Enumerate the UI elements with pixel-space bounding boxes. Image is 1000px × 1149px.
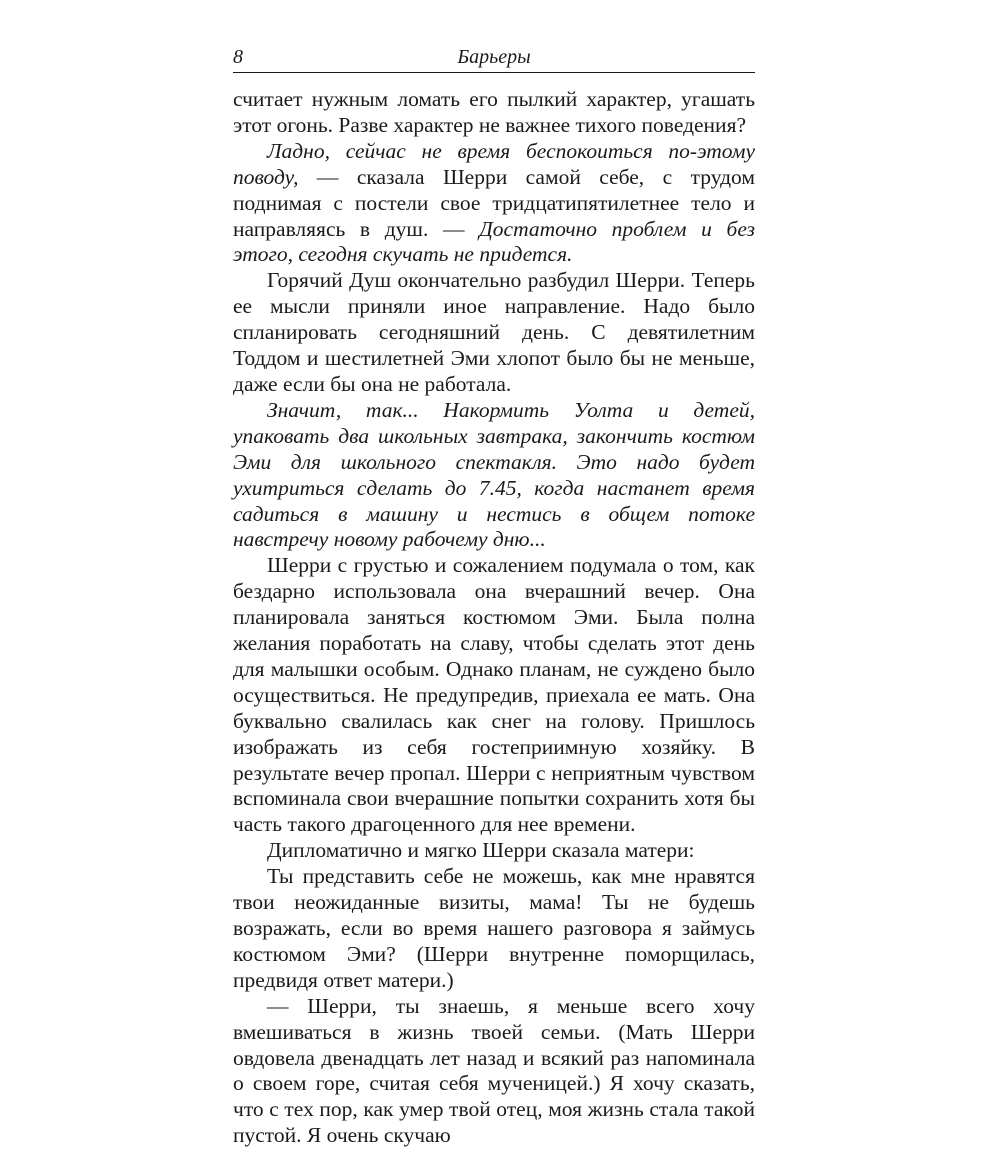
book-page xyxy=(233,38,755,1149)
paragraph xyxy=(233,553,755,838)
text-run: — сказала Шерри самой себе, с трудом поднимая с постели свое тридцатипятилетнее тело и направляясь в душ. — xyxy=(233,164,755,241)
paragraph xyxy=(233,864,755,994)
paragraph xyxy=(233,994,755,1149)
chapter-title: Барьеры xyxy=(457,46,531,68)
body-text xyxy=(233,87,755,1149)
text-run: Ты представить себе не можешь, как мне нравятся твои неожиданные визиты, мама! Ты не будешь возражать, если во время нашего разговора я займусь костюмом Эми? (Шерри внутренне поморщилась, предвидя ответ матери.) xyxy=(233,864,755,992)
text-run: Дипломатично и мягко Шерри сказала матери: xyxy=(267,838,695,863)
italic-text-run: Значит, так... Накормить Уолта и детей, упаковать два школьных завтрака, закончить костюм Эми для школьного спектакля. Это надо будет ухитриться сделать до 7.45, когда настанет время садиться в машину и нестись в общем потоке навстречу новому рабочему дню... xyxy=(233,397,755,552)
running-header xyxy=(233,38,755,73)
paragraph xyxy=(233,838,755,864)
paragraph xyxy=(233,398,755,553)
text-run: — Шерри, ты знаешь, я меньше всего хочу вмешиваться в жизнь твоей семьи. (Мать Шерри овдовела двенадцать лет назад и всякий раз напоминала о своем горе, считая себя мученицей.) Я хочу сказать, что с тех пор, как умер твой отец, моя жизнь стала такой пустой. Я очень скучаю xyxy=(233,993,755,1148)
italic-text-run: Ладно, сейчас не время беспокоиться по-этому поводу, xyxy=(233,138,755,189)
text-run: Шерри с грустью и сожалением подумала о том, как бездарно использовала она вчерашний вечер. Она планировала заняться костюмом Эми. Была полна желания поработать на славу, чтобы сделать этот день для малышки особым. Однако планам, не суждено было осуществиться. Не предупредив, приехала ее мать. Она буквально свалилась как снег на голову. Пришлось изображать из себя гостеприимную хозяйку. В результате вечер пропал. Шерри с неприятным чувством вспоминала свои вчерашние попытки сохранить хотя бы часть такого драгоценного для нее времени. xyxy=(233,553,755,837)
text-run: считает нужным ломать его пылкий характер, угашать этот огонь. Разве характер не важнее тихого поведения? xyxy=(233,87,755,137)
text-run: Горячий Душ окончательно разбудил Шерри. Теперь ее мысли приняли иное направление. Надо было спланировать сегодняшний день. С девятилетним Тоддом и шестилетней Эми хлопот было бы не меньше, даже если бы она не работала. xyxy=(233,268,755,396)
page-number: 8 xyxy=(233,46,243,68)
italic-text-run: Достаточно проблем и без этого, сегодня скучать не придется. xyxy=(233,216,756,267)
paragraph xyxy=(233,268,755,398)
paragraph xyxy=(233,87,755,139)
paragraph xyxy=(233,139,755,269)
